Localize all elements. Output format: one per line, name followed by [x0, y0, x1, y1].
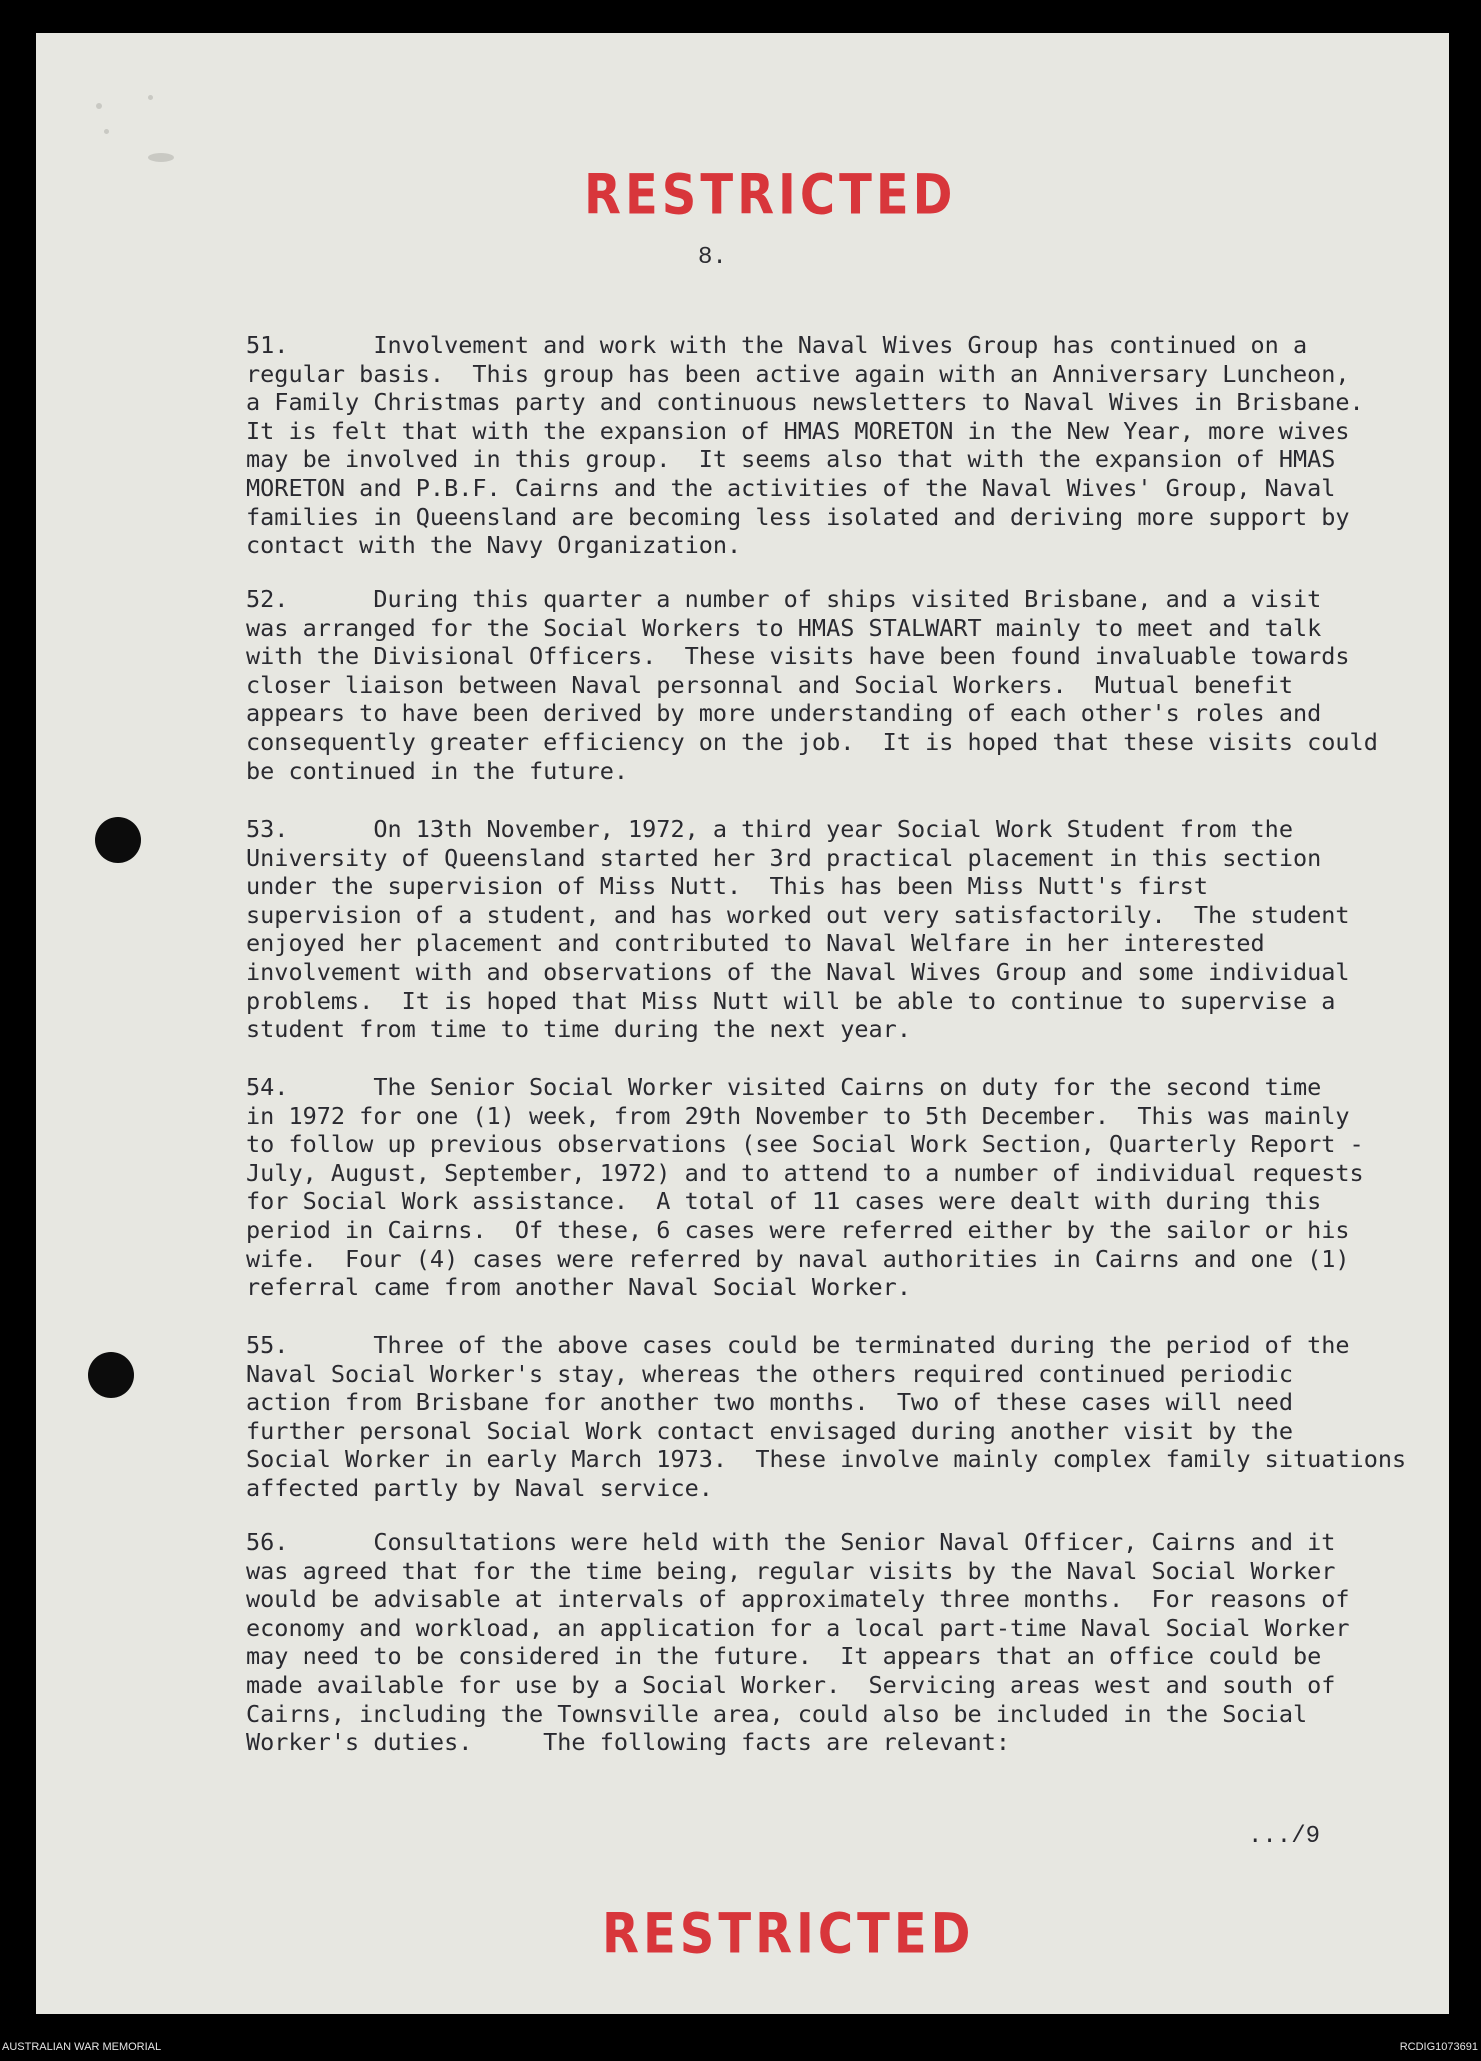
text-line: in 1972 for one (1) week, from 29th November to 5th December. This was mainly [246, 1101, 1350, 1130]
text-line: made available for use by a Social Worker. Servicing areas west and south of [246, 1670, 1336, 1699]
paragraph-53 [246, 815, 1426, 1044]
paragraph-51 [246, 331, 1426, 560]
text-line: to follow up previous observations (see Social Work Section, Quarterly Report - [246, 1130, 1364, 1159]
text-line: 55. Three of the above cases could be terminated during the period of the [246, 1331, 1350, 1359]
text-line: for Social Work assistance. A total of 11 cases were dealt with during this [246, 1187, 1322, 1216]
text-line: was arranged for the Social Workers to HMAS STALWART mainly to meet and talk [246, 613, 1322, 642]
text-line: wife. Four (4) cases were referred by naval authorities in Cairns and one (1) [246, 1244, 1350, 1273]
text-line: economy and workload, an application for a local part-time Naval Social Worker [246, 1613, 1350, 1642]
text-line: regular basis. This group has been active again with an Anniversary Luncheon, [246, 359, 1350, 388]
text-line: MORETON and P.B.F. Cairns and the activities of the Naval Wives' Group, Naval [246, 473, 1336, 502]
paragraph-54 [246, 1073, 1426, 1302]
text-line: 53. On 13th November, 1972, a third year Social Work Student from the [246, 815, 1293, 843]
staple-mark [148, 153, 174, 162]
text-line: Worker's duties. The following facts are relevant: [246, 1728, 1011, 1757]
text-line: would be advisable at intervals of approximately three months. For reasons of [246, 1585, 1350, 1614]
text-line: with the Divisional Officers. These visits have been found invaluable towards [246, 642, 1350, 671]
text-line: University of Queensland started her 3rd practical placement in this section [246, 843, 1322, 872]
text-line: supervision of a student, and has worked out very satisfactorily. The student [246, 900, 1350, 929]
punch-hole [95, 817, 141, 863]
staple-mark [104, 129, 109, 134]
punch-hole [88, 1352, 134, 1398]
text-line: consequently greater efficiency on the job. It is hoped that these visits could [246, 727, 1378, 756]
text-line: referral came from another Naval Social Worker. [246, 1273, 911, 1302]
text-line: contact with the Navy Organization. [246, 531, 742, 560]
archive-credit: AUSTRALIAN WAR MEMORIAL [2, 2041, 162, 2053]
paragraph-52 [246, 585, 1426, 785]
continuation-marker: .../9 [1248, 1823, 1321, 1850]
text-line: a Family Christmas party and continuous newsletters to Naval Wives in Brisbane. [246, 388, 1364, 417]
text-line: 56. Consultations were held with the Senior Naval Officer, Cairns and it [246, 1528, 1336, 1556]
text-line: be continued in the future. [246, 756, 629, 785]
text-line: further personal Social Work contact envisaged during another visit by the [246, 1416, 1293, 1445]
text-line: period in Cairns. Of these, 6 cases were referred either by the sailor or his [246, 1215, 1350, 1244]
text-line: problems. It is hoped that Miss Nutt will be able to continue to supervise a [246, 986, 1336, 1015]
text-line: 51. Involvement and work with the Naval Wives Group has continued on a [246, 331, 1308, 359]
text-line: It is felt that with the expansion of HMAS MORETON in the New Year, more wives [246, 416, 1350, 445]
text-line: 52. During this quarter a number of ships visited Brisbane, and a visit [246, 585, 1322, 613]
text-line: affected partly by Naval service. [246, 1473, 713, 1502]
text-line: student from time to time during the next year. [246, 1015, 911, 1044]
text-line: Naval Social Worker's stay, whereas the others required continued periodic [246, 1359, 1293, 1388]
text-line: July, August, September, 1972) and to attend to a number of individual requests [246, 1158, 1364, 1187]
text-line: may be involved in this group. It seems also that with the expansion of HMAS [246, 445, 1336, 474]
staple-mark [96, 103, 102, 109]
page-number: 8. [698, 244, 727, 271]
text-line: involvement with and observations of the Naval Wives Group and some individual [246, 957, 1350, 986]
text-line: action from Brisbane for another two months. Two of these cases will need [246, 1388, 1293, 1417]
footer-restricted-stamp: RESTRICTED [602, 1902, 975, 1967]
header-restricted-stamp: RESTRICTED [584, 163, 957, 228]
text-line: appears to have been derived by more understanding of each other's roles and [246, 699, 1322, 728]
text-line: Cairns, including the Townsville area, could also be included in the Social [246, 1699, 1308, 1728]
paragraph-55 [246, 1331, 1426, 1503]
text-line: enjoyed her placement and contributed to Naval Welfare in her interested [246, 929, 1265, 958]
text-line: may need to be considered in the future. It appears that an office could be [246, 1642, 1322, 1671]
text-line: families in Queensland are becoming less isolated and deriving more support by [246, 502, 1350, 531]
text-line: Social Worker in early March 1973. These involve mainly complex family situations [246, 1445, 1407, 1474]
staple-mark [148, 95, 153, 100]
archive-id: RCDIG1073691 [1399, 2041, 1478, 2053]
text-line: 54. The Senior Social Worker visited Cairns on duty for the second time [246, 1073, 1322, 1101]
text-line: under the supervision of Miss Nutt. This has been Miss Nutt's first [246, 872, 1209, 901]
text-line: closer liaison between Naval personnal and Social Workers. Mutual benefit [246, 670, 1293, 699]
text-line: was agreed that for the time being, regular visits by the Naval Social Worker [246, 1556, 1336, 1585]
paragraph-56 [246, 1528, 1426, 1757]
